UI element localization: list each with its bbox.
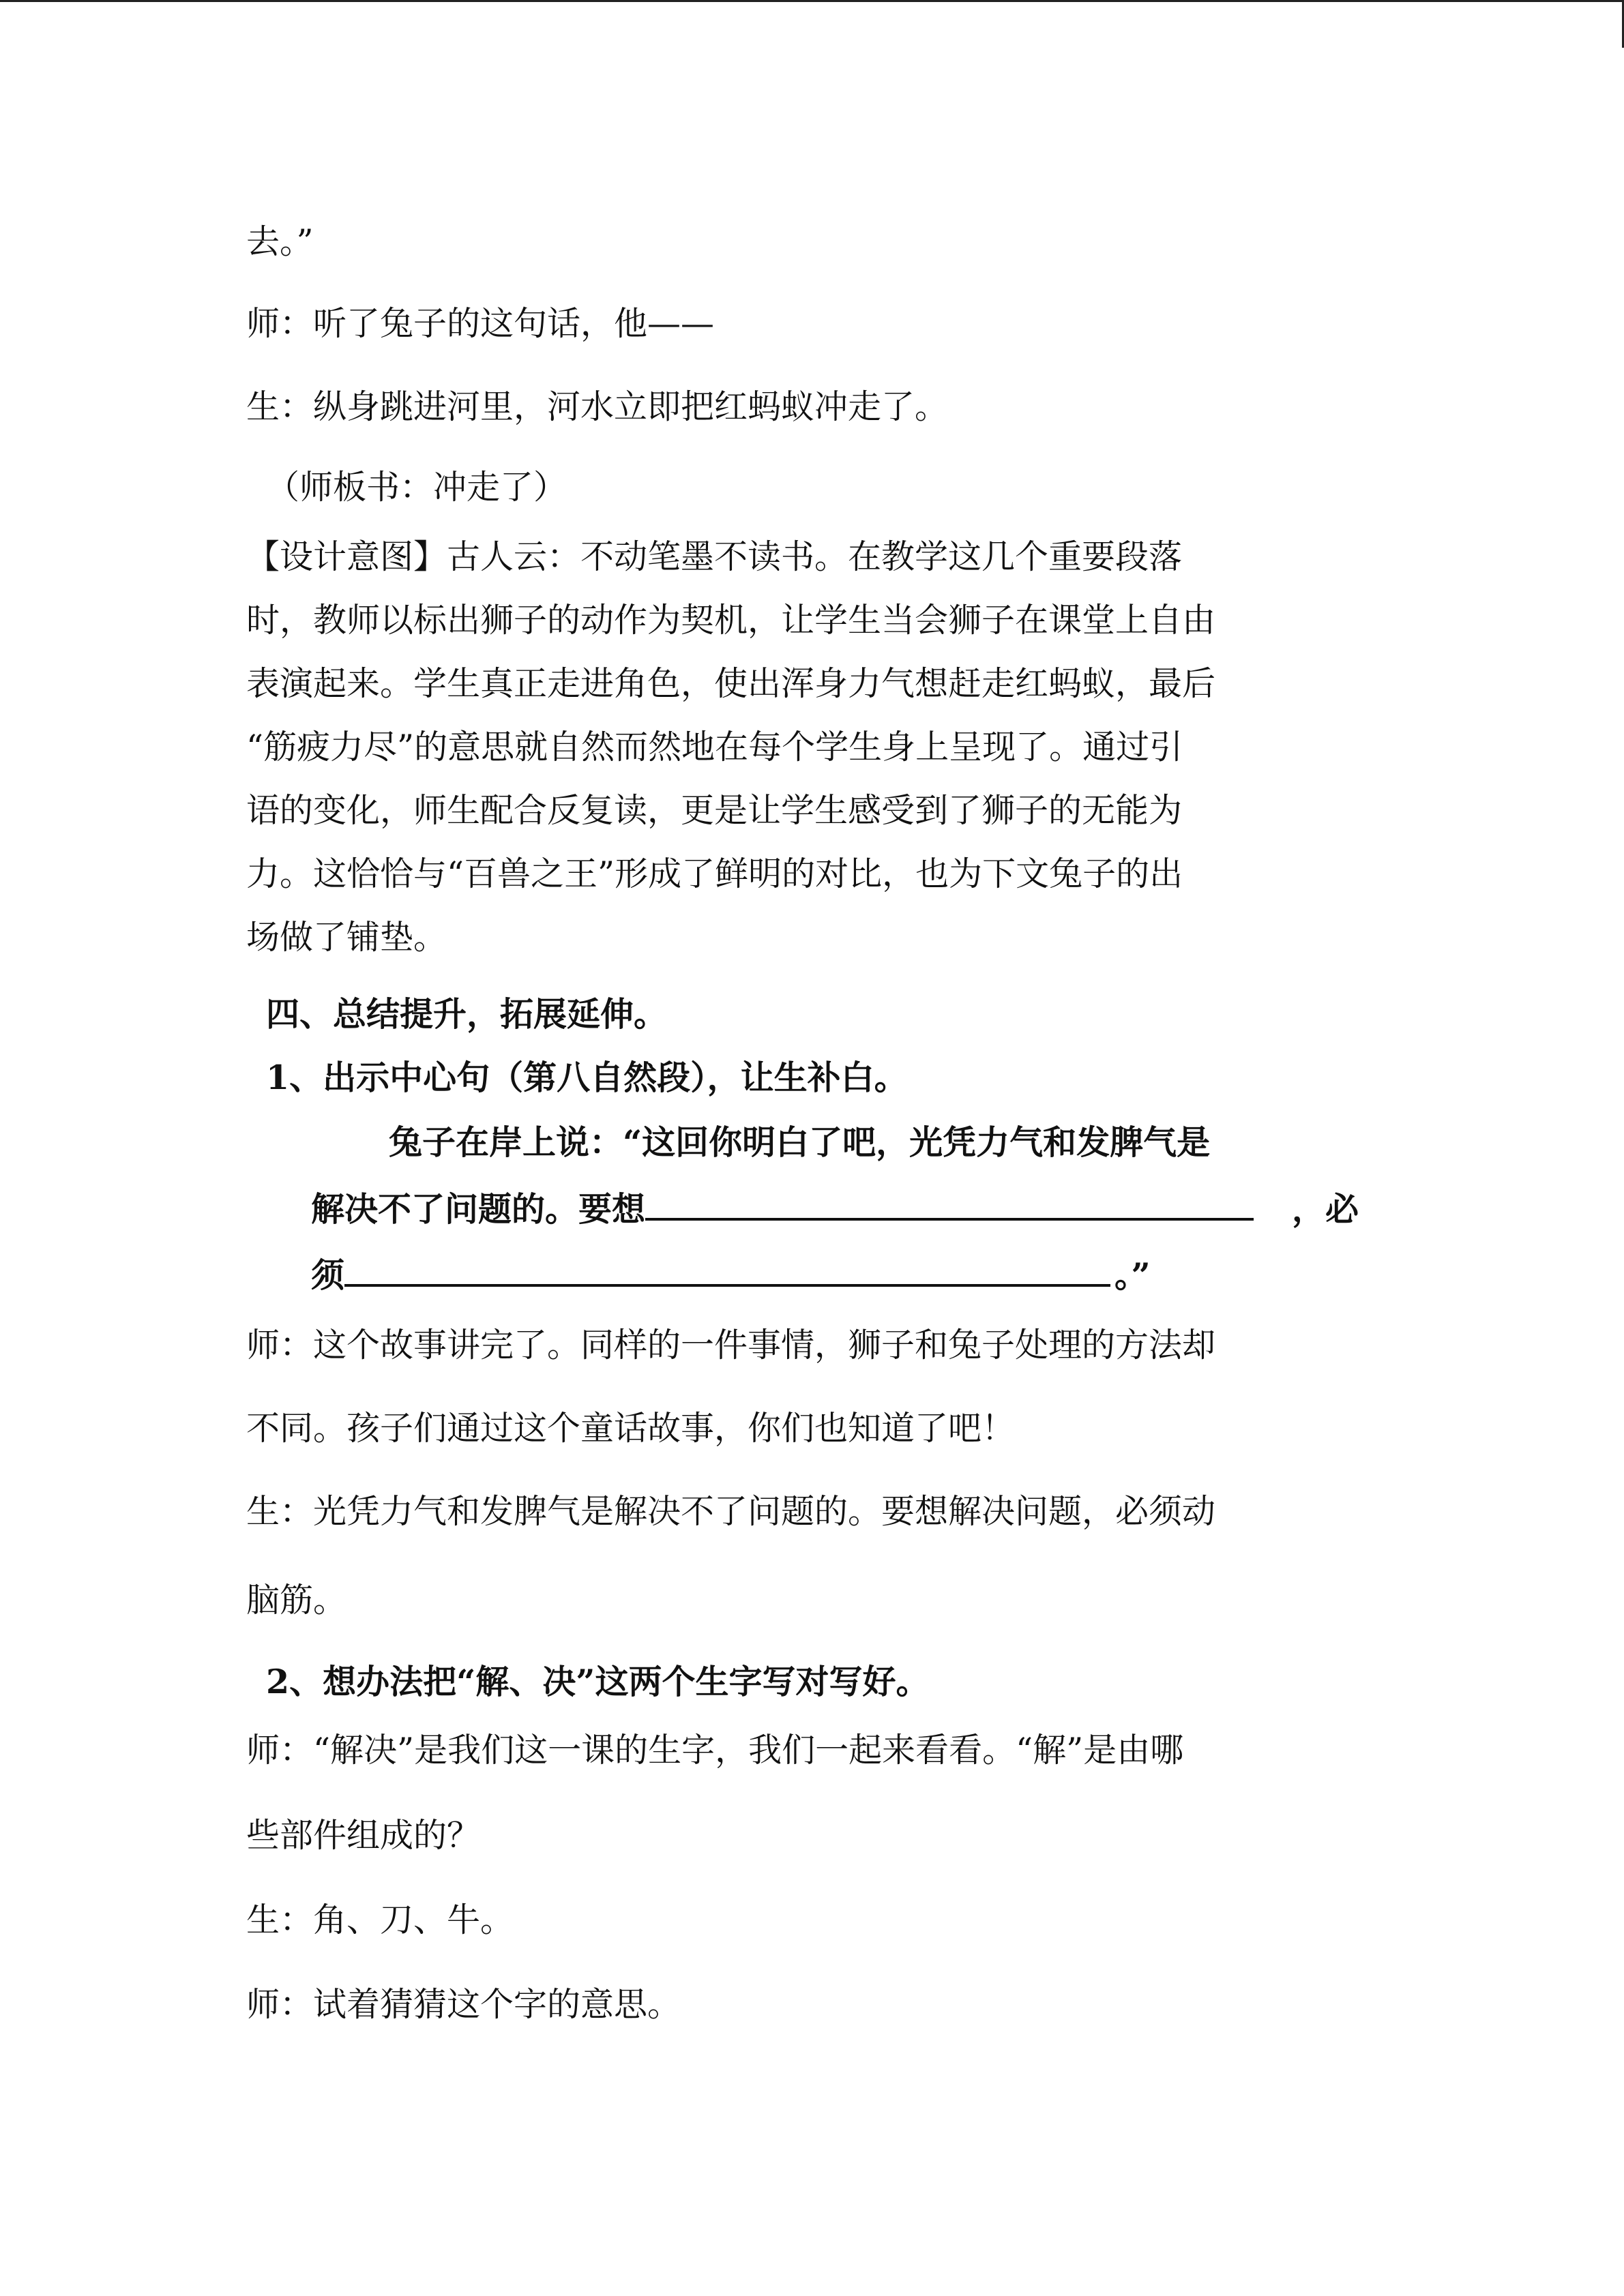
text-line: 场做了铺垫。 [246,918,447,957]
design-intent-line: 【设计意图】古人云：不动笔墨不读书。在教学这几个重要段落 [246,537,1183,576]
page-top-border [0,0,1624,2]
subsection-heading: 2、想办法把“解、决”这两个生字写对写好。 [266,1662,930,1701]
text-line: 师：这个故事讲完了。同样的一件事情，狮子和兔子处理的方法却 [246,1326,1216,1365]
answer-blank-1[interactable] [645,1188,1254,1221]
text-line: （师板书：冲走了） [266,468,567,507]
quote-line: 兔子在岸上说：“这回你明白了吧，光凭力气和发脾气是 [389,1122,1211,1162]
text-line: 表演起来。学生真正走进角色，使出浑身力气想赶走红蚂蚁，最后 [246,664,1216,703]
fill-blank-line [311,1254,1151,1296]
text-line: 脑筋。 [246,1581,347,1620]
text-line: “筋疲力尽”的意思就自然而然地在每个学生身上呈现了。通过引 [246,728,1183,766]
text-line: 生：纵身跳进河里，河水立即把红蚂蚁冲走了。 [246,387,949,426]
text-line: 时，教师以标出狮子的动作为契机，让学生当会狮子在课堂上自由 [246,601,1216,640]
text-line: 不同。孩子们通过这个童话故事，你们也知道了吧！ [246,1409,1016,1448]
text-line: 力。这恰恰与“百兽之王”形成了鲜明的对比，也为下文兔子的出 [246,854,1183,893]
text-line: 师：试着猜猜这个字的意思。 [246,1985,681,2024]
quote-text: 解决不了问题的。要想 [311,1189,646,1229]
subsection-heading: 1、出示中心句（第八自然段），让生补白。 [266,1058,908,1097]
quote-text: ，必 [1292,1189,1359,1229]
text-line: 生：光凭力气和发脾气是解决不了问题的。要想解决问题，必须动 [246,1492,1216,1531]
quote-text: 。” [1114,1255,1151,1295]
text-line: 生：角、刀、牛。 [246,1900,514,1939]
text-line: 去。” [246,222,314,261]
quote-text: 须 [311,1255,345,1295]
text-line: 语的变化，师生配合反复读，更是让学生感受到了狮子的无能为 [246,791,1183,830]
text-line: 师：听了兔子的这句话，他—— [246,304,715,343]
answer-blank-2[interactable] [344,1254,1110,1287]
text-line: 师：“解决”是我们这一课的生字，我们一起来看看。“解”是由哪 [246,1731,1184,1770]
section-heading: 四、总结提升，拓展延伸。 [266,994,668,1034]
fill-blank-line [311,1188,1359,1229]
text-line: 些部件组成的？ [246,1816,481,1855]
